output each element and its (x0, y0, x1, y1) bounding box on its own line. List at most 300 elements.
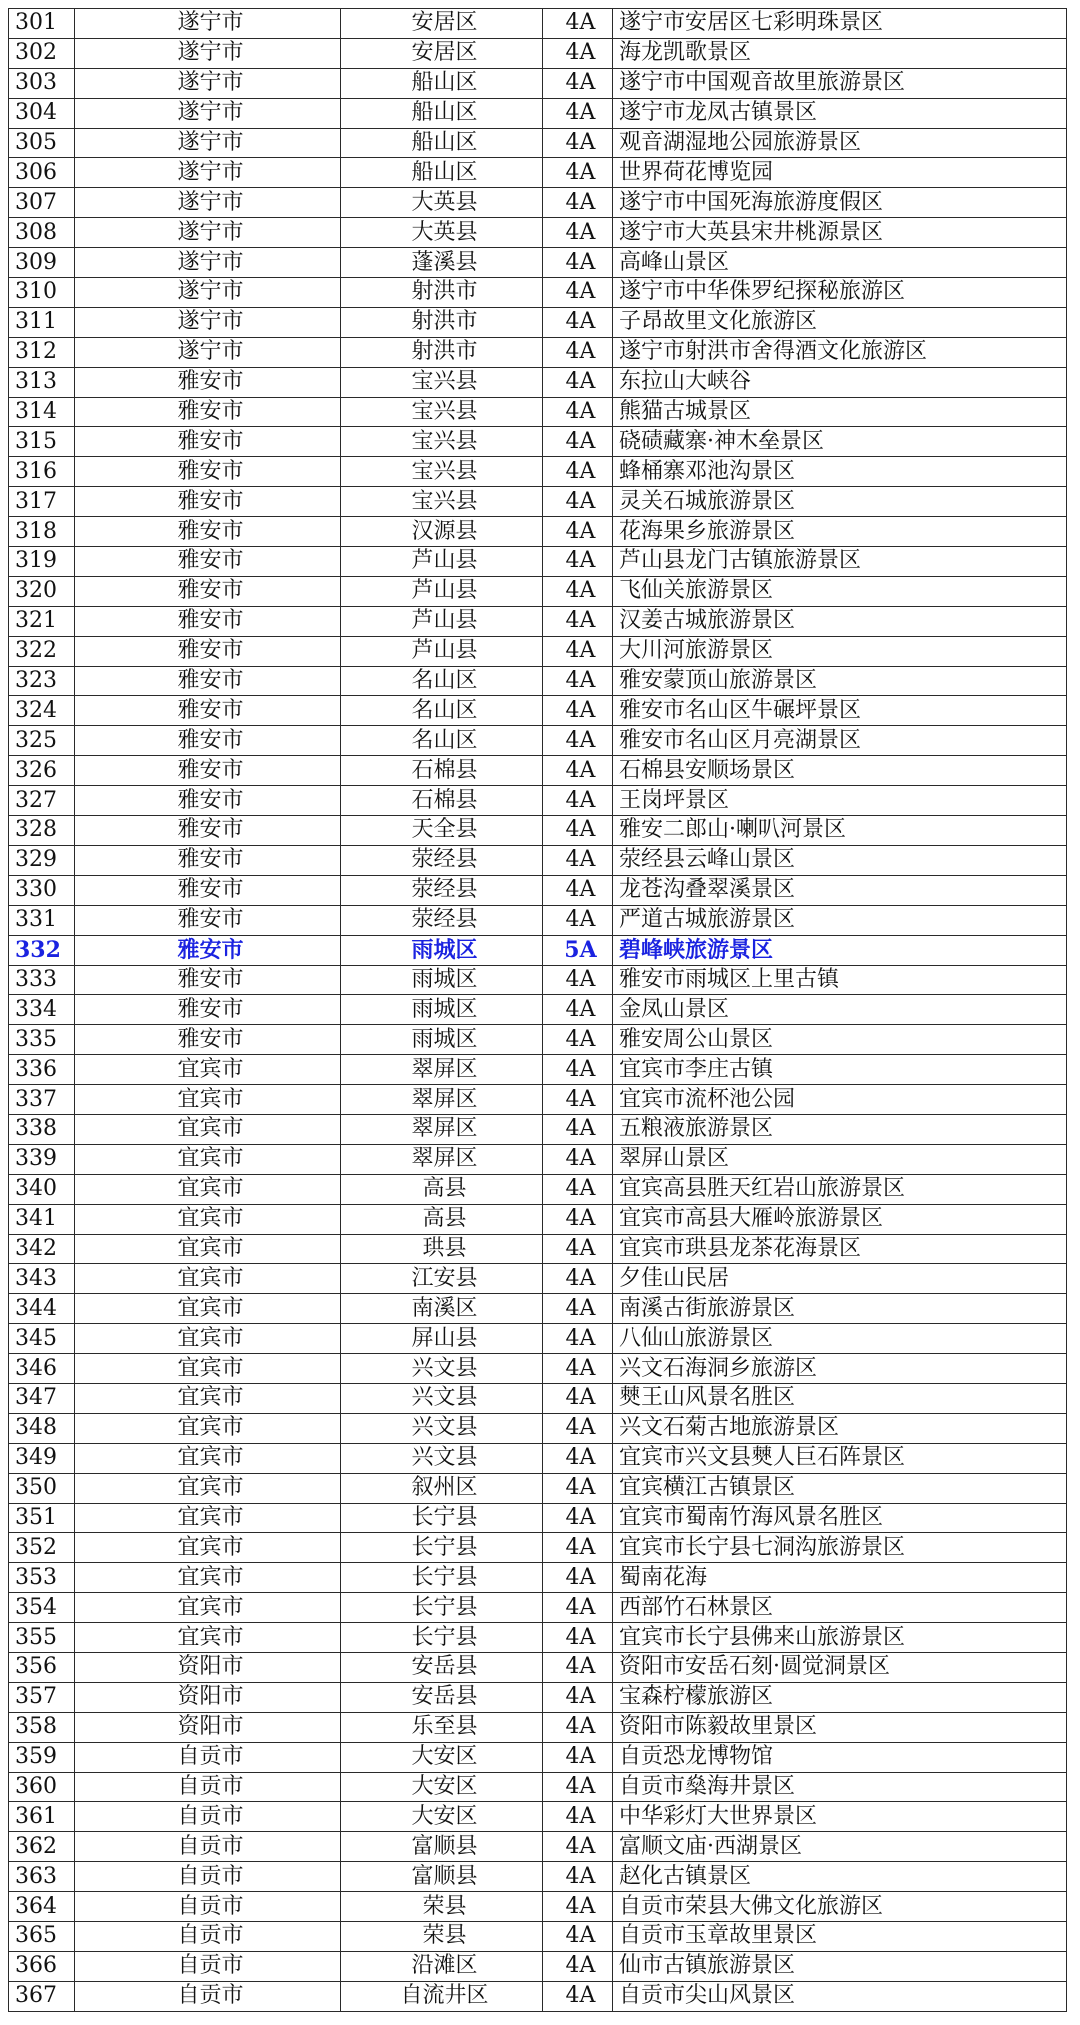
level-cell: 4A (543, 98, 613, 128)
row-number-cell: 336 (9, 1055, 75, 1085)
scenic-name-cell: 宜宾市珙县龙茶花海景区 (613, 1234, 1067, 1264)
table-row (9, 696, 1067, 726)
table-row (9, 367, 1067, 397)
level-cell: 4A (543, 1473, 613, 1503)
district-cell: 叙州区 (341, 1473, 543, 1503)
city-cell: 雅安市 (75, 606, 341, 636)
district-cell: 长宁县 (341, 1503, 543, 1533)
district-cell: 大安区 (341, 1802, 543, 1832)
level-cell: 4A (543, 756, 613, 786)
row-number-cell: 322 (9, 636, 75, 666)
level-cell: 4A (543, 1593, 613, 1623)
scenic-name-cell: 蜂桶寨邓池沟景区 (613, 457, 1067, 487)
city-cell: 遂宁市 (75, 98, 341, 128)
table-row (9, 98, 1067, 128)
scenic-name-cell: 宜宾市长宁县七洞沟旅游景区 (613, 1533, 1067, 1563)
scenic-name-cell: 宜宾市李庄古镇 (613, 1055, 1067, 1085)
scenic-name-cell: 自贡市玉章故里景区 (613, 1922, 1067, 1952)
table-row (9, 1652, 1067, 1682)
district-cell: 荣县 (341, 1892, 543, 1922)
table-row (9, 1025, 1067, 1055)
level-cell: 4A (543, 1503, 613, 1533)
level-cell: 4A (543, 1294, 613, 1324)
district-cell: 乐至县 (341, 1712, 543, 1742)
table-row (9, 995, 1067, 1025)
scenic-name-cell: 中华彩灯大世界景区 (613, 1802, 1067, 1832)
row-number-cell: 317 (9, 487, 75, 517)
city-cell: 宜宾市 (75, 1443, 341, 1473)
row-number-cell: 305 (9, 128, 75, 158)
city-cell: 遂宁市 (75, 9, 341, 39)
table-row (9, 1234, 1067, 1264)
city-cell: 雅安市 (75, 786, 341, 816)
table-row (9, 1294, 1067, 1324)
row-number-cell: 355 (9, 1623, 75, 1653)
scenic-name-cell: 夕佳山民居 (613, 1264, 1067, 1294)
level-cell: 4A (543, 845, 613, 875)
city-cell: 自贡市 (75, 1742, 341, 1772)
district-cell: 名山区 (341, 666, 543, 696)
level-cell: 4A (543, 547, 613, 577)
scenic-name-cell: 八仙山旅游景区 (613, 1324, 1067, 1354)
city-cell: 宜宾市 (75, 1383, 341, 1413)
row-number-cell: 310 (9, 278, 75, 308)
district-cell: 宝兴县 (341, 427, 543, 457)
row-number-cell: 348 (9, 1413, 75, 1443)
table-row (9, 1951, 1067, 1981)
row-number-cell: 321 (9, 606, 75, 636)
table-row (9, 128, 1067, 158)
row-number-cell: 331 (9, 905, 75, 935)
city-cell: 宜宾市 (75, 1204, 341, 1234)
district-cell: 荥经县 (341, 845, 543, 875)
scenic-name-cell: 资阳市安岳石刻·圆觉洞景区 (613, 1652, 1067, 1682)
scenic-name-cell: 富顺文庙·西湖景区 (613, 1832, 1067, 1862)
city-cell: 宜宾市 (75, 1174, 341, 1204)
district-cell: 长宁县 (341, 1593, 543, 1623)
row-number-cell: 361 (9, 1802, 75, 1832)
scenic-name-cell: 僰王山风景名胜区 (613, 1383, 1067, 1413)
table-row (9, 487, 1067, 517)
row-number-cell: 313 (9, 367, 75, 397)
row-number-cell: 341 (9, 1204, 75, 1234)
level-cell: 4A (543, 517, 613, 547)
city-cell: 雅安市 (75, 427, 341, 457)
scenic-name-cell: 自贡市燊海井景区 (613, 1772, 1067, 1802)
scenic-name-cell: 碧峰峡旅游景区 (613, 935, 1067, 965)
city-cell: 雅安市 (75, 547, 341, 577)
table-row (9, 606, 1067, 636)
table-row (9, 307, 1067, 337)
level-cell: 4A (543, 218, 613, 248)
level-cell: 4A (543, 1413, 613, 1443)
district-cell: 兴文县 (341, 1383, 543, 1413)
city-cell: 宜宾市 (75, 1085, 341, 1115)
district-cell: 兴文县 (341, 1443, 543, 1473)
table-row (9, 158, 1067, 188)
scenic-name-cell: 飞仙关旅游景区 (613, 576, 1067, 606)
scenic-name-cell: 世界荷花博览园 (613, 158, 1067, 188)
table-row (9, 218, 1067, 248)
city-cell: 资阳市 (75, 1682, 341, 1712)
row-number-cell: 365 (9, 1922, 75, 1952)
table-row (9, 875, 1067, 905)
scenic-name-cell: 资阳市陈毅故里景区 (613, 1712, 1067, 1742)
row-number-cell: 301 (9, 9, 75, 39)
table-row (9, 1055, 1067, 1085)
district-cell: 翠屏区 (341, 1085, 543, 1115)
district-cell: 高县 (341, 1204, 543, 1234)
level-cell: 4A (543, 1174, 613, 1204)
level-cell: 4A (543, 248, 613, 278)
table-row (9, 965, 1067, 995)
city-cell: 雅安市 (75, 1025, 341, 1055)
row-number-cell: 311 (9, 307, 75, 337)
scenic-name-cell: 宜宾市高县大雁岭旅游景区 (613, 1204, 1067, 1234)
row-number-cell: 349 (9, 1443, 75, 1473)
city-cell: 雅安市 (75, 517, 341, 547)
city-cell: 自贡市 (75, 1772, 341, 1802)
city-cell: 遂宁市 (75, 128, 341, 158)
row-number-cell: 343 (9, 1264, 75, 1294)
table-row (9, 427, 1067, 457)
city-cell: 雅安市 (75, 487, 341, 517)
table-row (9, 905, 1067, 935)
row-number-cell: 332 (9, 935, 75, 965)
city-cell: 雅安市 (75, 726, 341, 756)
district-cell: 蓬溪县 (341, 248, 543, 278)
scenic-name-cell: 五粮液旅游景区 (613, 1114, 1067, 1144)
table-row (9, 1413, 1067, 1443)
level-cell: 4A (543, 666, 613, 696)
district-cell: 射洪市 (341, 307, 543, 337)
district-cell: 长宁县 (341, 1563, 543, 1593)
table-row (9, 636, 1067, 666)
table-row (9, 1742, 1067, 1772)
scenic-name-cell: 雅安市名山区牛碾坪景区 (613, 696, 1067, 726)
city-cell: 雅安市 (75, 636, 341, 666)
city-cell: 雅安市 (75, 965, 341, 995)
scenic-name-cell: 自贡市荣县大佛文化旅游区 (613, 1892, 1067, 1922)
scenic-name-cell: 雅安周公山景区 (613, 1025, 1067, 1055)
scenic-name-cell: 遂宁市大英县宋井桃源景区 (613, 218, 1067, 248)
district-cell: 安居区 (341, 38, 543, 68)
level-cell: 4A (543, 1144, 613, 1174)
district-cell: 长宁县 (341, 1623, 543, 1653)
scenic-name-cell: 严道古城旅游景区 (613, 905, 1067, 935)
level-cell: 4A (543, 636, 613, 666)
table-row (9, 1503, 1067, 1533)
district-cell: 大英县 (341, 188, 543, 218)
city-cell: 自贡市 (75, 1922, 341, 1952)
district-cell: 荣县 (341, 1922, 543, 1952)
scenic-name-cell: 宝森柠檬旅游区 (613, 1682, 1067, 1712)
row-number-cell: 352 (9, 1533, 75, 1563)
level-cell: 4A (543, 1652, 613, 1682)
table-row (9, 726, 1067, 756)
scenic-spot-table (8, 8, 1067, 2012)
district-cell: 宝兴县 (341, 487, 543, 517)
row-number-cell: 358 (9, 1712, 75, 1742)
city-cell: 雅安市 (75, 875, 341, 905)
district-cell: 大安区 (341, 1772, 543, 1802)
scenic-name-cell: 兴文石菊古地旅游景区 (613, 1413, 1067, 1443)
scenic-name-cell: 宜宾高县胜天红岩山旅游景区 (613, 1174, 1067, 1204)
scenic-name-cell: 东拉山大峡谷 (613, 367, 1067, 397)
city-cell: 自贡市 (75, 1951, 341, 1981)
city-cell: 雅安市 (75, 397, 341, 427)
level-cell: 4A (543, 158, 613, 188)
table-row (9, 1533, 1067, 1563)
district-cell: 长宁县 (341, 1533, 543, 1563)
table-row (9, 1892, 1067, 1922)
row-number-cell: 345 (9, 1324, 75, 1354)
table-row (9, 1473, 1067, 1503)
city-cell: 遂宁市 (75, 218, 341, 248)
level-cell: 4A (543, 38, 613, 68)
scenic-name-cell: 金凤山景区 (613, 995, 1067, 1025)
table-row (9, 1114, 1067, 1144)
scenic-name-cell: 西部竹石林景区 (613, 1593, 1067, 1623)
row-number-cell: 354 (9, 1593, 75, 1623)
table-row (9, 845, 1067, 875)
level-cell: 4A (543, 1922, 613, 1952)
row-number-cell: 309 (9, 248, 75, 278)
row-number-cell: 306 (9, 158, 75, 188)
district-cell: 雨城区 (341, 995, 543, 1025)
scenic-name-cell: 自贡恐龙博物馆 (613, 1742, 1067, 1772)
city-cell: 雅安市 (75, 756, 341, 786)
district-cell: 射洪市 (341, 337, 543, 367)
district-cell: 江安县 (341, 1264, 543, 1294)
row-number-cell: 333 (9, 965, 75, 995)
scenic-name-cell: 王岗坪景区 (613, 786, 1067, 816)
row-number-cell: 326 (9, 756, 75, 786)
district-cell: 翠屏区 (341, 1055, 543, 1085)
city-cell: 遂宁市 (75, 158, 341, 188)
table-row (9, 666, 1067, 696)
city-cell: 遂宁市 (75, 337, 341, 367)
table-row (9, 1593, 1067, 1623)
scenic-name-cell: 兴文石海洞乡旅游区 (613, 1354, 1067, 1384)
row-number-cell: 330 (9, 875, 75, 905)
district-cell: 翠屏区 (341, 1114, 543, 1144)
level-cell: 4A (543, 1563, 613, 1593)
level-cell: 4A (543, 1533, 613, 1563)
row-number-cell: 353 (9, 1563, 75, 1593)
level-cell: 5A (543, 935, 613, 965)
table-row (9, 1772, 1067, 1802)
district-cell: 芦山县 (341, 606, 543, 636)
row-number-cell: 323 (9, 666, 75, 696)
level-cell: 4A (543, 1264, 613, 1294)
level-cell: 4A (543, 487, 613, 517)
scenic-name-cell: 石棉县安顺场景区 (613, 756, 1067, 786)
scenic-name-cell: 汉姜古城旅游景区 (613, 606, 1067, 636)
level-cell: 4A (543, 995, 613, 1025)
city-cell: 雅安市 (75, 995, 341, 1025)
district-cell: 雨城区 (341, 935, 543, 965)
district-cell: 芦山县 (341, 636, 543, 666)
table-row (9, 1324, 1067, 1354)
district-cell: 石棉县 (341, 786, 543, 816)
table-row (9, 38, 1067, 68)
district-cell: 名山区 (341, 726, 543, 756)
row-number-cell: 338 (9, 1114, 75, 1144)
table-row (9, 1802, 1067, 1832)
scenic-name-cell: 子昂故里文化旅游区 (613, 307, 1067, 337)
table-body (9, 9, 1067, 2012)
table-row (9, 1563, 1067, 1593)
scenic-name-cell: 遂宁市中国观音故里旅游景区 (613, 68, 1067, 98)
scenic-name-cell: 海龙凯歌景区 (613, 38, 1067, 68)
city-cell: 雅安市 (75, 666, 341, 696)
row-number-cell: 335 (9, 1025, 75, 1055)
row-number-cell: 312 (9, 337, 75, 367)
level-cell: 4A (543, 1114, 613, 1144)
level-cell: 4A (543, 905, 613, 935)
city-cell: 遂宁市 (75, 38, 341, 68)
level-cell: 4A (543, 1742, 613, 1772)
district-cell: 兴文县 (341, 1354, 543, 1384)
level-cell: 4A (543, 1892, 613, 1922)
district-cell: 名山区 (341, 696, 543, 726)
level-cell: 4A (543, 1443, 613, 1473)
table-row (9, 756, 1067, 786)
table-row (9, 188, 1067, 218)
row-number-cell: 314 (9, 397, 75, 427)
level-cell: 4A (543, 1383, 613, 1413)
level-cell: 4A (543, 1832, 613, 1862)
city-cell: 雅安市 (75, 935, 341, 965)
row-number-cell: 308 (9, 218, 75, 248)
row-number-cell: 339 (9, 1144, 75, 1174)
level-cell: 4A (543, 1682, 613, 1712)
district-cell: 兴文县 (341, 1413, 543, 1443)
table-row (9, 935, 1067, 965)
city-cell: 宜宾市 (75, 1055, 341, 1085)
level-cell: 4A (543, 427, 613, 457)
table-row (9, 1443, 1067, 1473)
row-number-cell: 324 (9, 696, 75, 726)
city-cell: 遂宁市 (75, 278, 341, 308)
scenic-name-cell: 荥经县云峰山景区 (613, 845, 1067, 875)
district-cell: 石棉县 (341, 756, 543, 786)
district-cell: 富顺县 (341, 1832, 543, 1862)
city-cell: 宜宾市 (75, 1563, 341, 1593)
row-number-cell: 362 (9, 1832, 75, 1862)
city-cell: 宜宾市 (75, 1623, 341, 1653)
city-cell: 宜宾市 (75, 1114, 341, 1144)
table-row (9, 576, 1067, 606)
scenic-name-cell: 灵关石城旅游景区 (613, 487, 1067, 517)
scenic-name-cell: 赵化古镇景区 (613, 1862, 1067, 1892)
city-cell: 遂宁市 (75, 188, 341, 218)
row-number-cell: 359 (9, 1742, 75, 1772)
district-cell: 南溪区 (341, 1294, 543, 1324)
level-cell: 4A (543, 367, 613, 397)
table-row (9, 786, 1067, 816)
city-cell: 雅安市 (75, 576, 341, 606)
scenic-name-cell: 蜀南花海 (613, 1563, 1067, 1593)
city-cell: 宜宾市 (75, 1294, 341, 1324)
table-row (9, 1922, 1067, 1952)
table-row (9, 1204, 1067, 1234)
scenic-name-cell: 花海果乡旅游景区 (613, 517, 1067, 547)
row-number-cell: 329 (9, 845, 75, 875)
scenic-name-cell: 仙市古镇旅游景区 (613, 1951, 1067, 1981)
level-cell: 4A (543, 188, 613, 218)
level-cell: 4A (543, 397, 613, 427)
row-number-cell: 367 (9, 1981, 75, 2011)
scenic-name-cell: 宜宾市兴文县僰人巨石阵景区 (613, 1443, 1067, 1473)
level-cell: 4A (543, 1324, 613, 1354)
level-cell: 4A (543, 1204, 613, 1234)
row-number-cell: 328 (9, 816, 75, 846)
district-cell: 射洪市 (341, 278, 543, 308)
city-cell: 宜宾市 (75, 1144, 341, 1174)
table-row (9, 547, 1067, 577)
table-row (9, 278, 1067, 308)
table-row (9, 1144, 1067, 1174)
district-cell: 芦山县 (341, 547, 543, 577)
level-cell: 4A (543, 1802, 613, 1832)
district-cell: 雨城区 (341, 1025, 543, 1055)
district-cell: 宝兴县 (341, 397, 543, 427)
row-number-cell: 334 (9, 995, 75, 1025)
level-cell: 4A (543, 68, 613, 98)
table-row (9, 248, 1067, 278)
row-number-cell: 318 (9, 517, 75, 547)
city-cell: 自贡市 (75, 1832, 341, 1862)
district-cell: 安居区 (341, 9, 543, 39)
city-cell: 遂宁市 (75, 248, 341, 278)
district-cell: 船山区 (341, 128, 543, 158)
table-row (9, 1383, 1067, 1413)
table-row (9, 1264, 1067, 1294)
district-cell: 屏山县 (341, 1324, 543, 1354)
table-row (9, 1623, 1067, 1653)
city-cell: 资阳市 (75, 1712, 341, 1742)
level-cell: 4A (543, 1862, 613, 1892)
scenic-name-cell: 熊猫古城景区 (613, 397, 1067, 427)
scenic-name-cell: 遂宁市安居区七彩明珠景区 (613, 9, 1067, 39)
row-number-cell: 360 (9, 1772, 75, 1802)
row-number-cell: 356 (9, 1652, 75, 1682)
scenic-name-cell: 雅安二郎山·喇叭河景区 (613, 816, 1067, 846)
scenic-name-cell: 硗碛藏寨·神木垒景区 (613, 427, 1067, 457)
city-cell: 自贡市 (75, 1981, 341, 2011)
level-cell: 4A (543, 606, 613, 636)
table-row (9, 1682, 1067, 1712)
table-row (9, 68, 1067, 98)
city-cell: 宜宾市 (75, 1234, 341, 1264)
city-cell: 宜宾市 (75, 1473, 341, 1503)
scenic-name-cell: 雅安市名山区月亮湖景区 (613, 726, 1067, 756)
scenic-name-cell: 宜宾市长宁县佛来山旅游景区 (613, 1623, 1067, 1653)
level-cell: 4A (543, 307, 613, 337)
district-cell: 安岳县 (341, 1652, 543, 1682)
table-row (9, 1832, 1067, 1862)
row-number-cell: 363 (9, 1862, 75, 1892)
row-number-cell: 357 (9, 1682, 75, 1712)
row-number-cell: 364 (9, 1892, 75, 1922)
level-cell: 4A (543, 1085, 613, 1115)
city-cell: 雅安市 (75, 696, 341, 726)
district-cell: 船山区 (341, 98, 543, 128)
district-cell: 沿滩区 (341, 1951, 543, 1981)
level-cell: 4A (543, 1951, 613, 1981)
